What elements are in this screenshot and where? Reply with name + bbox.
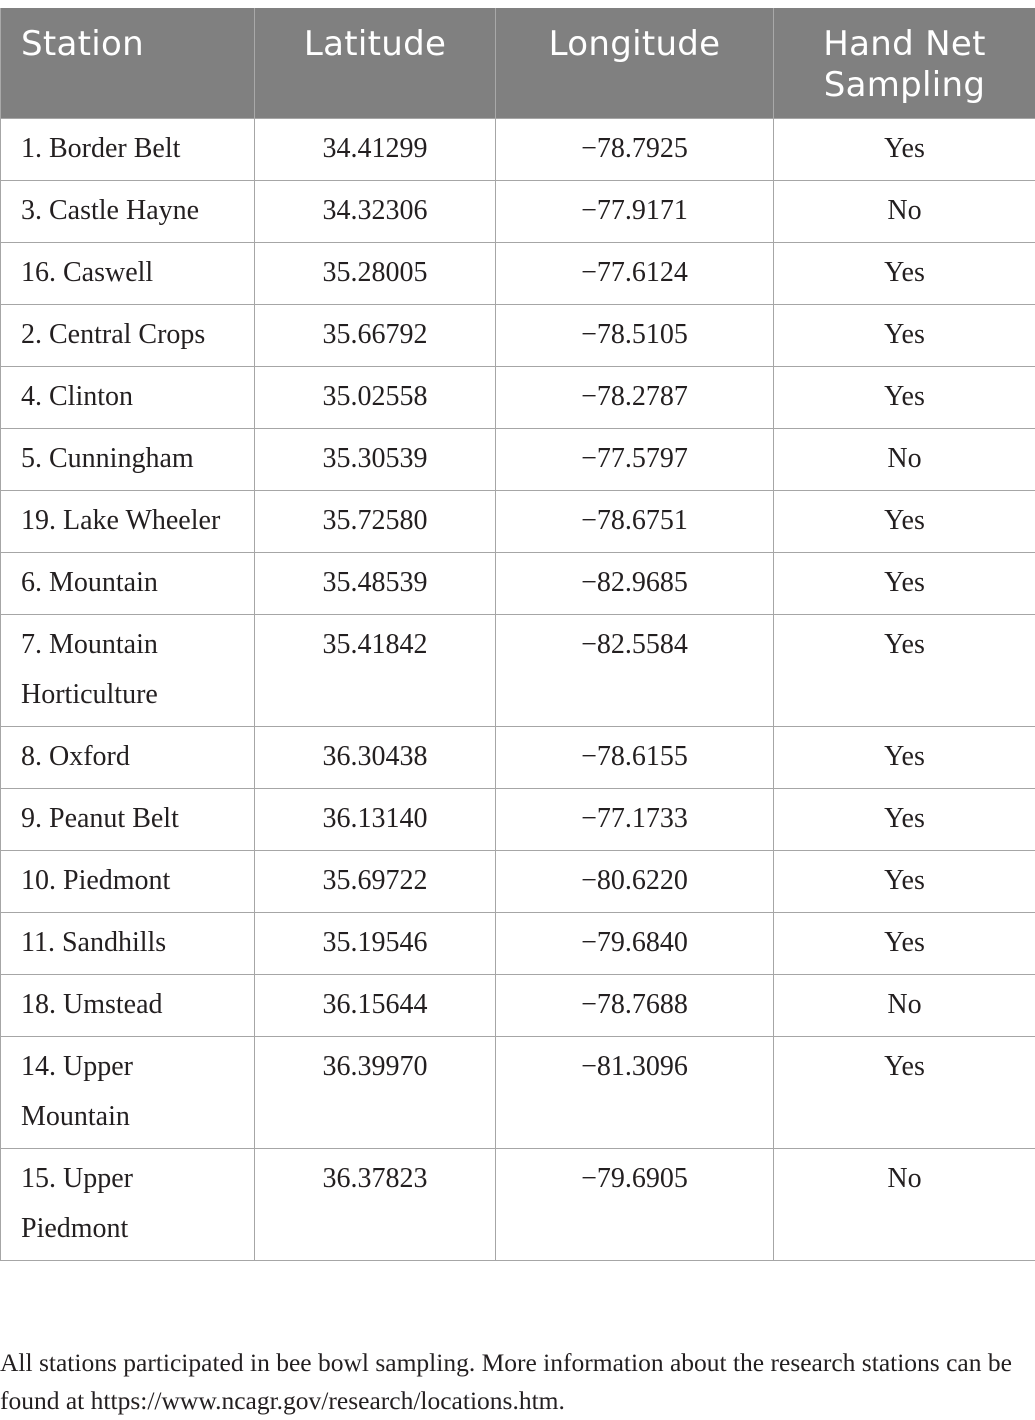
hand-net-cell: Yes (774, 912, 1035, 974)
station-cell: 4. Clinton (1, 366, 255, 428)
longitude-cell: −78.6155 (496, 726, 774, 788)
table-footnote: All stations participated in bee bowl sampling. More information about the research stations can be found at https://www.ncagr.gov/research/locations.htm. (0, 1344, 1030, 1420)
longitude-cell: −77.6124 (496, 242, 774, 304)
station-cell: 18. Umstead (1, 974, 255, 1036)
table-row (1, 614, 1035, 726)
station-cell: 1. Border Belt (1, 118, 255, 180)
station-cell: 15. Upper Piedmont (1, 1148, 255, 1260)
latitude-cell: 36.15644 (255, 974, 496, 1036)
hand-net-cell: No (774, 974, 1035, 1036)
latitude-cell: 35.30539 (255, 428, 496, 490)
latitude-cell: 35.02558 (255, 366, 496, 428)
longitude-cell: −79.6905 (496, 1148, 774, 1260)
station-cell: 19. Lake Wheeler (1, 490, 255, 552)
longitude-cell: −82.5584 (496, 614, 774, 726)
longitude-cell: −81.3096 (496, 1036, 774, 1148)
longitude-cell: −78.5105 (496, 304, 774, 366)
header-latitude: Latitude (255, 8, 496, 118)
header-longitude: Longitude (496, 8, 774, 118)
hand-net-cell: No (774, 180, 1035, 242)
hand-net-cell: No (774, 1148, 1035, 1260)
hand-net-cell: Yes (774, 304, 1035, 366)
header-row (1, 8, 1035, 118)
hand-net-cell: No (774, 428, 1035, 490)
table-row (1, 428, 1035, 490)
latitude-cell: 35.66792 (255, 304, 496, 366)
station-cell: 14. Upper Mountain (1, 1036, 255, 1148)
latitude-cell: 35.48539 (255, 552, 496, 614)
table-row (1, 552, 1035, 614)
latitude-cell: 35.72580 (255, 490, 496, 552)
table-row (1, 490, 1035, 552)
table-row (1, 850, 1035, 912)
hand-net-cell: Yes (774, 788, 1035, 850)
table-row (1, 1148, 1035, 1260)
table-row (1, 726, 1035, 788)
table-row (1, 912, 1035, 974)
station-cell: 11. Sandhills (1, 912, 255, 974)
latitude-cell: 34.32306 (255, 180, 496, 242)
hand-net-cell: Yes (774, 850, 1035, 912)
stations-table (0, 8, 1035, 1261)
latitude-cell: 34.41299 (255, 118, 496, 180)
station-cell: 6. Mountain (1, 552, 255, 614)
hand-net-cell: Yes (774, 242, 1035, 304)
table-row (1, 1036, 1035, 1148)
latitude-cell: 36.39970 (255, 1036, 496, 1148)
longitude-cell: −78.7925 (496, 118, 774, 180)
table-header (1, 8, 1035, 118)
latitude-cell: 35.69722 (255, 850, 496, 912)
latitude-cell: 35.41842 (255, 614, 496, 726)
longitude-cell: −78.7688 (496, 974, 774, 1036)
latitude-cell: 36.30438 (255, 726, 496, 788)
hand-net-cell: Yes (774, 366, 1035, 428)
latitude-cell: 36.13140 (255, 788, 496, 850)
longitude-cell: −78.2787 (496, 366, 774, 428)
hand-net-cell: Yes (774, 118, 1035, 180)
latitude-cell: 35.28005 (255, 242, 496, 304)
station-cell: 7. Mountain Horticulture (1, 614, 255, 726)
hand-net-cell: Yes (774, 726, 1035, 788)
longitude-cell: −80.6220 (496, 850, 774, 912)
table-row (1, 304, 1035, 366)
longitude-cell: −77.9171 (496, 180, 774, 242)
header-station: Station (1, 8, 255, 118)
station-cell: 10. Piedmont (1, 850, 255, 912)
table-row (1, 974, 1035, 1036)
station-cell: 2. Central Crops (1, 304, 255, 366)
table-row (1, 242, 1035, 304)
longitude-cell: −82.9685 (496, 552, 774, 614)
station-cell: 16. Caswell (1, 242, 255, 304)
longitude-cell: −77.5797 (496, 428, 774, 490)
hand-net-cell: Yes (774, 614, 1035, 726)
station-cell: 3. Castle Hayne (1, 180, 255, 242)
longitude-cell: −78.6751 (496, 490, 774, 552)
table-row (1, 118, 1035, 180)
table-row (1, 366, 1035, 428)
table-body (1, 118, 1035, 1260)
hand-net-cell: Yes (774, 1036, 1035, 1148)
hand-net-cell: Yes (774, 490, 1035, 552)
header-hand-net-sampling: Hand Net Sampling (774, 8, 1035, 118)
latitude-cell: 36.37823 (255, 1148, 496, 1260)
station-cell: 9. Peanut Belt (1, 788, 255, 850)
table-row (1, 180, 1035, 242)
table-row (1, 788, 1035, 850)
latitude-cell: 35.19546 (255, 912, 496, 974)
longitude-cell: −77.1733 (496, 788, 774, 850)
stations-table-container (0, 8, 1035, 1261)
hand-net-cell: Yes (774, 552, 1035, 614)
station-cell: 8. Oxford (1, 726, 255, 788)
longitude-cell: −79.6840 (496, 912, 774, 974)
station-cell: 5. Cunningham (1, 428, 255, 490)
